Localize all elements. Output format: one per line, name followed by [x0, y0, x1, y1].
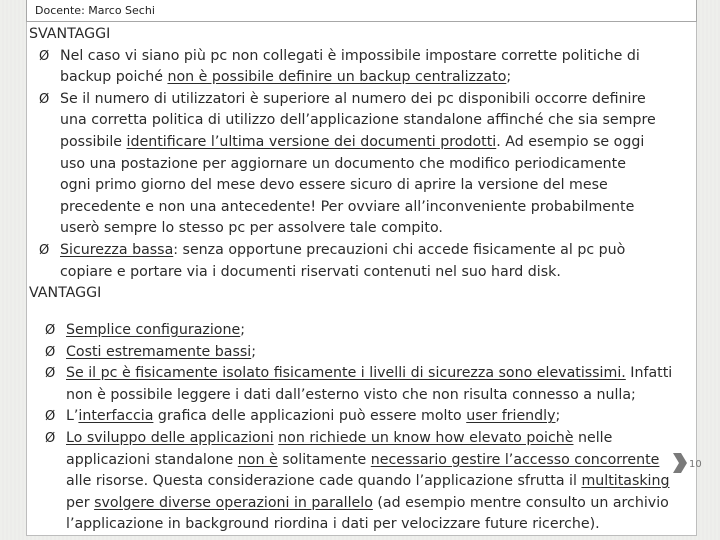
page-number: 10	[689, 459, 702, 470]
arrow-bullet-icon: Ø	[45, 323, 56, 338]
svantaggi-item-1-line: uso una postazione per aggiornare un documento che modifico periodicamente	[60, 155, 626, 172]
arrow-bullet-icon: Ø	[45, 409, 56, 425]
underlined-text: necessario gestire l’accesso concorrente	[370, 451, 660, 468]
vantaggi-item-3-line: L’interfaccia grafica delle applicazioni può essere molto user friendly;	[66, 408, 561, 425]
svantaggi-item-1-line: possibile identificare l’ultima versione dei documenti prodotti. Ad esempio se oggi	[60, 134, 645, 150]
vantaggi-item-2-line: non è possibile leggere i dati dall’esterno visto che non risulta connesso a nulla;	[66, 386, 636, 403]
arrow-bullet-icon: Ø	[39, 48, 50, 64]
header-bar	[26, 0, 697, 22]
svantaggi-item-1-line: una corretta politica di utilizzo dell’applicazione standalone affinché che sia sempre	[60, 112, 656, 129]
arrow-bullet-icon: Ø	[39, 243, 50, 258]
vantaggi-item-4-line: l’applicazione in background riordina i dati per velocizzare future ricerche).	[66, 516, 600, 533]
vantaggi-item-1-line: Costi estremamente bassi;	[66, 343, 256, 360]
arrow-bullet-icon: Ø	[45, 344, 56, 360]
underlined-text: Semplice configurazione	[66, 322, 241, 338]
underlined-text: non richiede un know how elevato poichè	[278, 430, 574, 446]
underlined-text: Costi estremamente bassi	[66, 343, 252, 360]
vantaggi-heading: VANTAGGI	[29, 285, 102, 302]
svantaggi-heading: SVANTAGGI	[29, 26, 111, 42]
vantaggi-item-4-line: Lo sviluppo delle applicazioni non richiede un know how elevato poichè nelle	[66, 430, 613, 446]
underlined-text: interfaccia	[78, 408, 154, 425]
svantaggi-item-0-line: backup poiché non è possibile definire un backup centralizzato;	[60, 69, 512, 86]
next-chevron-icon[interactable]	[671, 451, 689, 475]
arrow-bullet-icon: Ø	[45, 366, 56, 382]
arrow-bullet-icon: Ø	[39, 91, 50, 107]
vantaggi-item-2-line: Se il pc è fisicamente isolato fisicamente i livelli di sicurezza sono elevatissimi. Infatti	[66, 365, 673, 382]
vantaggi-item-4-line: alle risorse. Questa considerazione cade quando l’applicazione sfrutta il multitasking	[66, 473, 670, 490]
underlined-text: non è possibile definire un backup centralizzato	[167, 69, 507, 86]
underlined-text: user friendly	[466, 408, 556, 425]
vantaggi-item-4-line: applicazioni standalone non è solitamente necessario gestire l’accesso concorrente	[66, 451, 660, 468]
underlined-text: Sicurezza bassa	[60, 242, 174, 258]
svantaggi-item-1-line: ogni primo giorno del mese devo essere sicuro di aprire la versione del mese	[60, 177, 608, 194]
svantaggi-item-1-line: Se il numero di utilizzatori è superiore al numero dei pc disponibili occorre definire	[60, 90, 646, 107]
underlined-text: Se il pc è fisicamente isolato fisicamente i livelli di sicurezza sono elevatissimi.	[66, 365, 626, 382]
docente-label: Docente: Marco Sechi	[35, 4, 155, 17]
underlined-text: non è	[237, 451, 278, 468]
arrow-bullet-icon: Ø	[45, 431, 56, 446]
vantaggi-item-0-line: Semplice configurazione;	[66, 322, 245, 338]
svantaggi-item-1-line: precedente e non una antecedente! Per ovviare all’inconveniente probabilmente	[60, 198, 635, 215]
underlined-text: Lo sviluppo delle applicazioni	[66, 430, 274, 446]
svantaggi-item-1-line: userò sempre lo stesso pc per assolvere tale compito.	[60, 220, 443, 237]
svantaggi-item-2-line: Sicurezza bassa: senza opportune precauzioni chi accede fisicamente al pc può	[60, 242, 626, 258]
underlined-text: svolgere diverse operazioni in parallelo	[94, 494, 373, 511]
svantaggi-item-0-line: Nel caso vi siano più pc non collegati è impossibile impostare corrette politiche di	[60, 47, 640, 64]
underlined-text: multitasking	[581, 473, 670, 490]
svantaggi-item-2-line: copiare e portare via i documenti riservati contenuti nel suo hard disk.	[60, 263, 561, 280]
underlined-text: identificare l’ultima versione dei documenti prodotti	[126, 134, 497, 150]
content-panel	[26, 22, 697, 536]
vantaggi-item-4-line: per svolgere diverse operazioni in parallelo (ad esempio mentre consulto un archivio	[66, 494, 669, 511]
